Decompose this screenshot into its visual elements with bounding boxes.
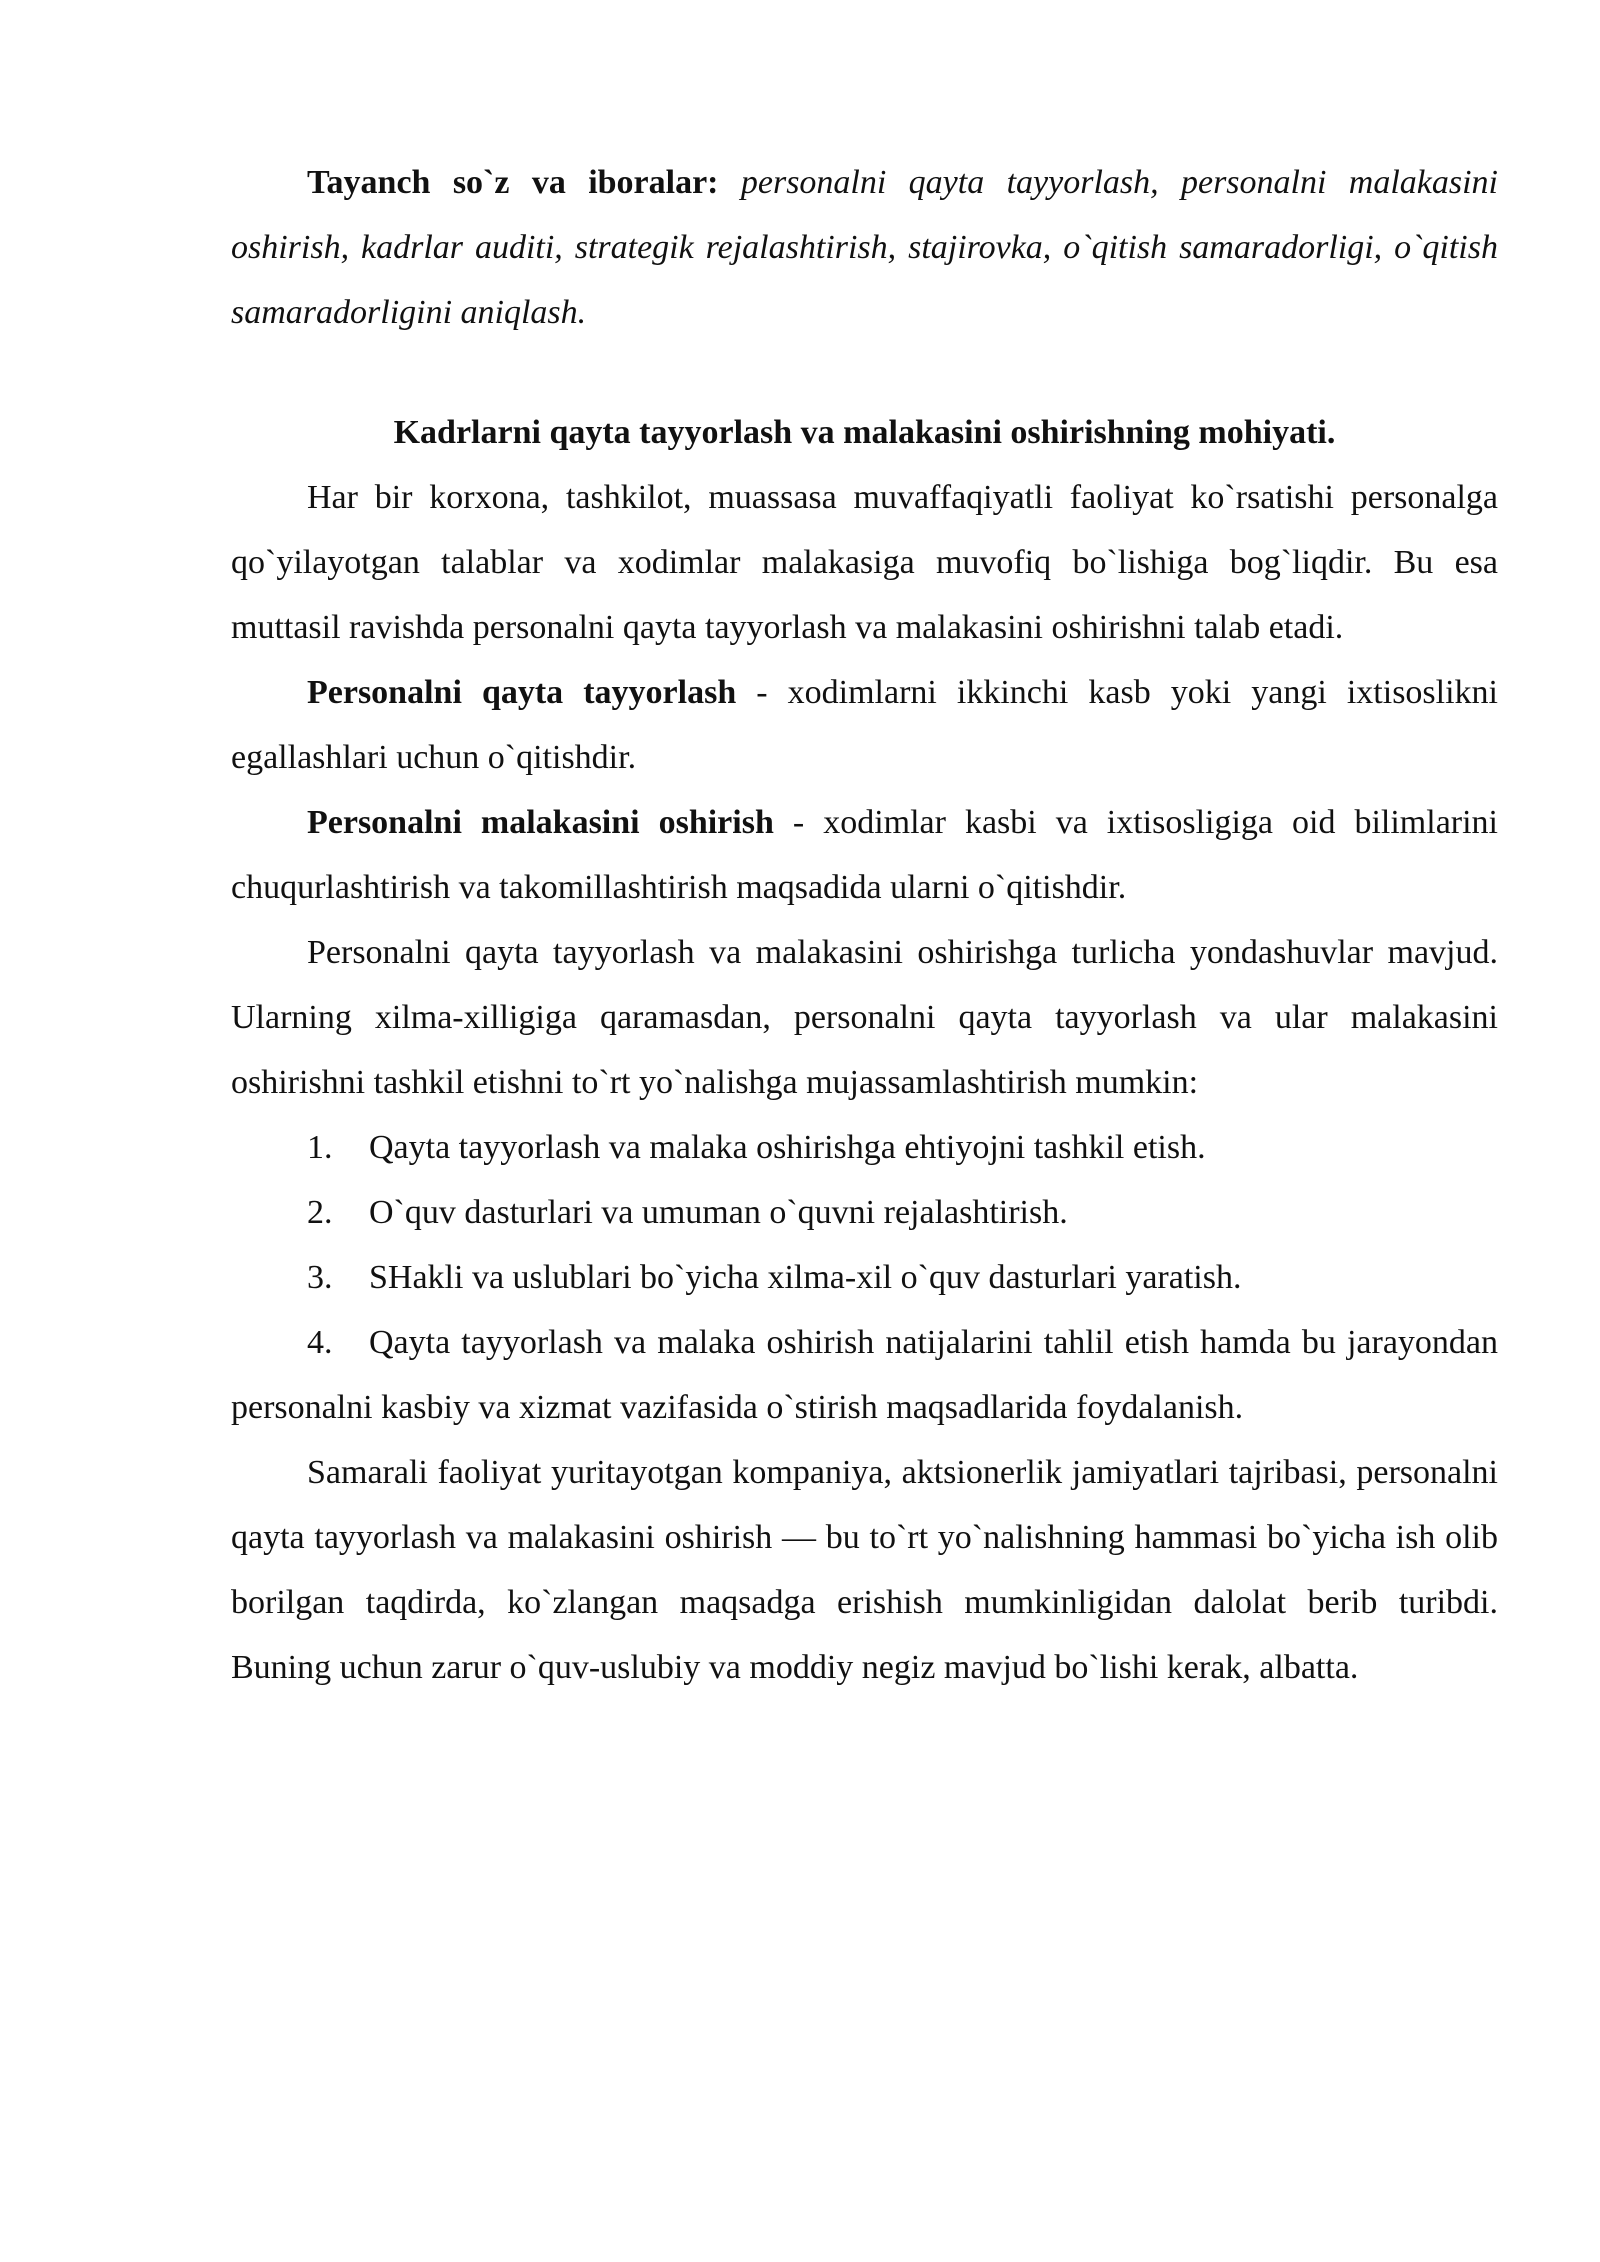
definition-qualification-text: - xodimlar kasbi va ixtisosligiga oid bilimlarini chuqurlashtirish va takomillashtirish maqsadida ularni o`qitishdir. (231, 804, 1498, 906)
definition-qualification (231, 790, 1498, 920)
list-item-number: 1. (307, 1129, 333, 1166)
list-item-number: 3. (307, 1259, 333, 1296)
keywords-paragraph (231, 150, 1498, 345)
document-page (231, 150, 1498, 1700)
list-item-number: 2. (307, 1194, 333, 1231)
list-item (231, 1180, 1498, 1245)
intro-paragraph: Har bir korxona, tashkilot, muassasa muvaffaqiyatli faoliyat ko`rsatishi personalga qo`yilayotgan talablar va xodimlar malakasiga muvofiq bo`lishiga bog`liqdir. Bu esa muttasil ravishda personalni qayta tayyorlash va malakasini oshirishni talab etadi. (231, 479, 1498, 646)
list-item-text: Qayta tayyorlash va malaka oshirish natijalarini tahlil etish hamda bu jarayondan personalni kasbiy va xizmat vazifasida o`stirish maqsadlarida foydalanish. (231, 1324, 1498, 1426)
keywords-text: personalni qayta tayyorlash, personalni malakasini oshirish, kadrlar auditi, strategik rejalashtirish, stajirovka, o`qitish samaradorligi, o`qitish samaradorligini aniqlash. (231, 164, 1499, 331)
approaches-paragraph: Personalni qayta tayyorlash va malakasini oshirishga turlicha yondashuvlar mavjud. Ularning xilma-xilligiga qaramasdan, personalni qayta tayyorlash va ular malakasini oshirishni tashkil etishni to`rt yo`nalishga mujassamlashtirish mumkin: (231, 934, 1498, 1101)
section-title: Kadrlarni qayta tayyorlash va malakasini oshirishning mohiyati. (393, 414, 1336, 451)
definition-retraining-term: Personalni qayta tayyorlash (307, 674, 737, 711)
definition-retraining-text: - xodimlarni ikkinchi kasb yoki yangi ixtisoslikni egallashlari uchun o`qitishdir. (231, 674, 1498, 776)
conclusion-paragraph: Samarali faoliyat yuritayotgan kompaniya, aktsionerlik jamiyatlari tajribasi, personalni qayta tayyorlash va malakasini oshirish — bu to`rt yo`nalishning hammasi bo`yicha ish olib borilgan taqdirda, ko`zlangan maqsadga erishish mumkinligidan dalolat berib turibdi. Buning uchun zarur o`quv-uslubiy va moddiy negiz mavjud bo`lishi kerak, albatta. (231, 1454, 1498, 1686)
list-item-text: Qayta tayyorlash va malaka oshirishga ehtiyojni tashkil etish. (369, 1129, 1206, 1166)
directions-list (231, 1115, 1498, 1440)
list-item-text: O`quv dasturlari va umuman o`quvni rejalashtirish. (369, 1194, 1068, 1231)
list-item-number: 4. (307, 1324, 333, 1361)
definition-retraining (231, 660, 1498, 790)
definition-qualification-term: Personalni malakasini oshirish (307, 804, 774, 841)
list-item-text: SHakli va uslublari bo`yicha xilma-xil o`quv dasturlari yaratish. (369, 1259, 1242, 1296)
list-item (231, 1310, 1498, 1440)
list-item (231, 1245, 1498, 1310)
keywords-label: Tayanch so`z va iboralar: (307, 164, 719, 201)
list-item (231, 1115, 1498, 1180)
